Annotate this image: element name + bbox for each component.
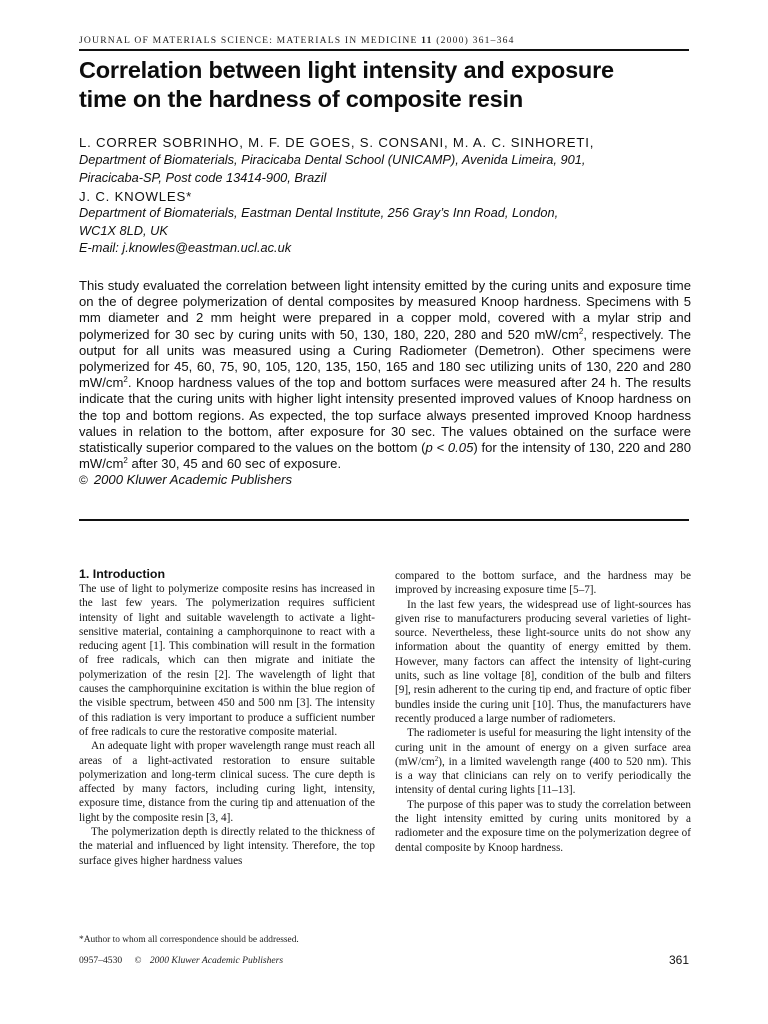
affiliation-1 [79, 151, 699, 186]
affiliation-2-line-1: Department of Biomaterials, Eastman Dental Institute, 256 Gray’s Inn Road, London, [79, 205, 559, 220]
running-head [79, 35, 689, 46]
paragraph: The polymerization depth is directly related to the thickness of the material and influenced by light intensity. Therefore, the top surface gives higher hardness values [79, 826, 375, 867]
paragraph: An adequate light with proper wavelength range must reach all areas of a light-activated restoration to ensure suitable polymerization and long-term clinical sucess. The cure depth is affected by many factors, including curing light, intensity, exposure time, distance from the curing tip and attenuation of the light by the composite resin [3, 4]. [79, 740, 375, 824]
abstract [79, 278, 691, 489]
footer-publication-info [79, 955, 283, 966]
abstract-text: This study evaluated the correlation between light intensity emitted by the curing units and exposure time on the of degree polymerization of dental composites by measured Knoop hardness. Specimens with 5 mm diameter and 2 mm height were prepared in a copper mold, covered with a mylar strip and polymerized for 30 sec by curing units with 50, 130, 180, 220, 280 and 520 $mW/cm^2$, respectively. The output for all units was measured using a Curing Radiometer (Demetron). Other specimens were polymerized for 45, 60, 75, 90, 105, 120, 135, 150, 165 and 180 sec utilizing units of 130, 220 and 280 $mW/cm^2$. Knoop hardness values of the top and bottom surfaces were measured after 24 h. The results indicate that the curing units with higher light intensity presented improved values of Knoop hardness on the top and bottom regions. As expected, the top surface always presented improved Knoop hardness values in relation to the bottom, after exposure for 30 sec. The values obtained on the surface were statistically superior compared to the values on the bottom (p < 0.05) for the intensity of 130, 220 and 280 $mW/cm^2$ after 30, 45 and 60 sec of exposure. [79, 278, 691, 472]
paragraph: The purpose of this paper was to study the correlation between the light intensity emitted by curing units monitored by a radiometer and the exposure time on the polymerization degree of dental composite by Knoop hardness. [395, 798, 691, 854]
section-heading-introduction: 1. Introduction [79, 567, 166, 581]
title-line-1: Correlation between light intensity and exposure [79, 57, 614, 83]
journal-year-pages: (2000) 361–364 [436, 35, 515, 46]
header-rule [79, 49, 689, 51]
correspondence-email[interactable]: E-mail: j.knowles@eastman.ucl.ac.uk [79, 240, 292, 255]
paragraph: The use of light to polymerize composite resins has increased in the last few years. The polymerization requires sufficient intensity of light and suitable wavelength to activate a light-sensitive material, containing a camphorquinone to react with a reducing agent [1]. This combination will result in the formation of free radicals, which can then migrate and initiate the polymerization of the resin [2]. The wavelength of light that causes the camphorquinine excitation is within the blue region of the visible spectrum, between 450 and 500 nm [3]. The intensity of this radiation is very important to produce a sufficient number of free radicals to cure the restorative composite material. [79, 583, 375, 738]
journal-volume: 11 [421, 35, 433, 46]
authors-group-1: L. CORRER SOBRINHO, M. F. DE GOES, S. CONSANI, M. A. C. SINHORETI, [79, 135, 595, 150]
article-title [79, 56, 699, 114]
left-column [79, 566, 375, 868]
page-number: 361 [668, 953, 689, 967]
right-column [395, 569, 691, 855]
paragraph: In the last few years, the widespread use of light-sources has given rise to manufacturers producing several varieties of light-source. Nevertheless, these light-source units do not show any information about the quantity of energy emitted by them. However, many factors can affect the intensity of light-curing units, such as line voltage [8], condition of the bulb and filters [9], resin adherent to the curing tip end, and fracture of optic fiber bundles inside the curing unit [10]. Thus, the manufacturers have recently produced a large number of radiometers. [395, 598, 691, 725]
affiliation-1-line-1: Department of Biomaterials, Piracicaba Dental School (UNICAMP), Avenida Limeira, 901, [79, 152, 586, 167]
correspondence-footnote: *Author to whom all correspondence should be addressed. [79, 935, 299, 945]
issn: 0957–4530 [79, 955, 123, 966]
abstract-rule [79, 519, 689, 521]
title-line-2: time on the hardness of composite resin [79, 86, 524, 112]
journal-name: JOURNAL OF MATERIALS SCIENCE: MATERIALS IN MEDICINE [79, 35, 418, 46]
affiliation-2-line-2: WC1X 8LD, UK [79, 222, 168, 238]
affiliation-2 [79, 204, 699, 257]
copyright-icon: © [134, 955, 142, 965]
copyright-icon: © [79, 473, 88, 488]
p-value: p < 0.05 [425, 440, 474, 456]
paragraph: compared to the bottom surface, and the hardness may be improved by increasing exposure time [5–7]. [395, 570, 691, 597]
abstract-copyright: © 2000 Kluwer Academic Publishers [79, 472, 293, 488]
authors-group-2: J. C. KNOWLES* [79, 189, 193, 204]
publisher: 2000 Kluwer Academic Publishers [149, 955, 284, 966]
paragraph: The radiometer is useful for measuring the light intensity of the curing unit in the amount of energy on a given surface area $(mW/cm^2)$, in a limited wavelength range (400 to 520 nm). This is a way that clinicians can rely on to verify periodically the intensity of dental curing lights [11–13]. [395, 727, 691, 797]
affiliation-1-line-2: Piracicaba-SP, Post code 13414-900, Brazil [79, 169, 327, 185]
